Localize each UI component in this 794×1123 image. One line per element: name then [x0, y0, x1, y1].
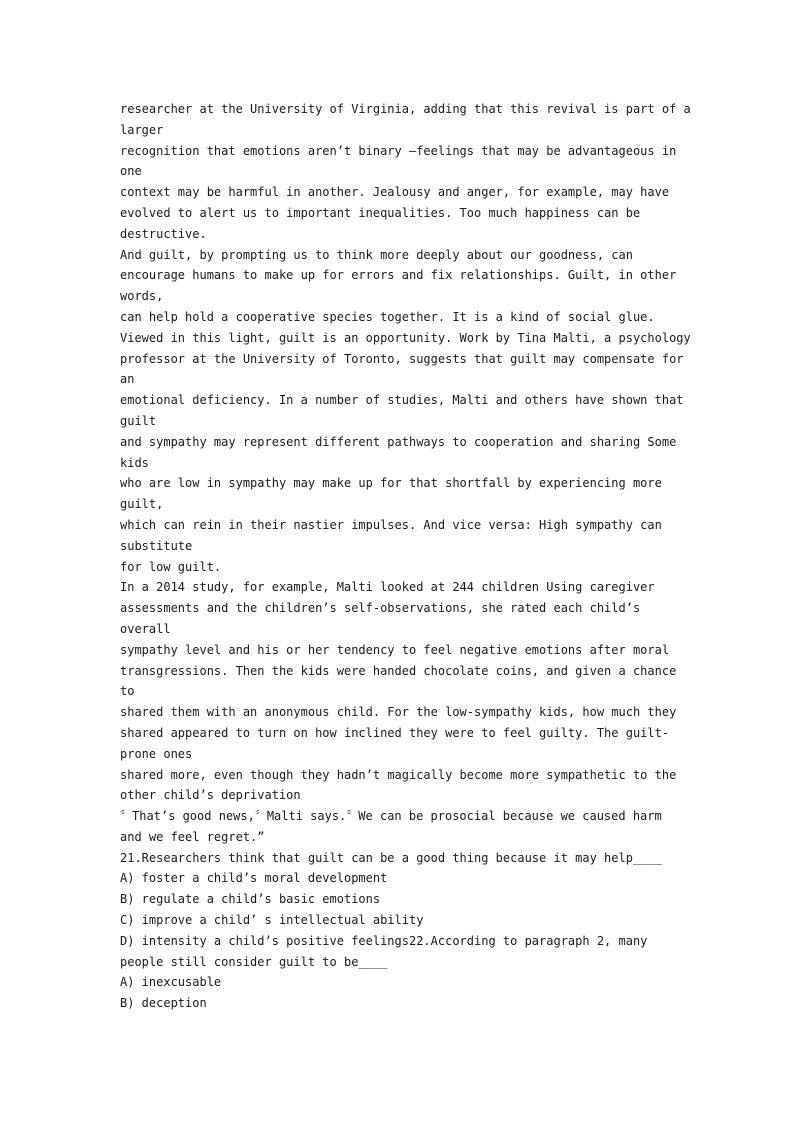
text-line: to: [120, 684, 135, 699]
text-line: one: [120, 164, 142, 179]
text-line: D) intensity a child’s positive feelings22.According to paragraph 2, many: [120, 933, 648, 948]
text-line: B) regulate a child’s basic emotions: [120, 892, 381, 907]
text-line: which can rein in their nastier impulses. And vice versa: High sympathy can: [120, 517, 662, 532]
text-line: shared appeared to turn on how inclined they were to feel guilty. The guilt-: [120, 725, 670, 740]
text-line: can help hold a cooperative species together. It is a kind of social glue.: [120, 309, 655, 324]
text-line: an: [120, 372, 135, 387]
text-line: for low guilt.: [120, 559, 222, 574]
text-line: evolved to alert us to important inequalities. Too much happiness can be: [120, 205, 641, 220]
text-line: people still consider guilt to be____: [120, 954, 388, 969]
text-line: recognition that emotions aren’t binary —feelings that may be advantageous in: [120, 143, 677, 158]
text-line: assessments and the children’s self-observations, she rated each child’s: [120, 601, 641, 616]
text-line: kids: [120, 455, 149, 470]
text-line: Viewed in this light, guilt is an opportunity. Work by Tina Malti, a psychology: [120, 330, 691, 345]
text-line: professor at the University of Toronto, suggests that guilt may compensate for: [120, 351, 684, 366]
text-line: who are low in sympathy may make up for that shortfall by experiencing more: [120, 476, 662, 491]
text-line: transgressions. Then the kids were handed chocolate coins, and given a chance: [120, 663, 677, 678]
text-line: sympathy level and his or her tendency to feel negative emotions after moral: [120, 642, 670, 657]
text-line: A) inexcusable: [120, 975, 222, 990]
text-line: encourage humans to make up for errors and fix relationships. Guilt, in other: [120, 268, 677, 283]
text-line: shared them with an anonymous child. For the low-sympathy kids, how much they: [120, 705, 677, 720]
text-line: other child’s deprivation: [120, 788, 301, 803]
text-line: In a 2014 study, for example, Malti looked at 244 children Using caregiver: [120, 580, 655, 595]
text-line: researcher at the University of Virginia, adding that this revival is part of a: [120, 102, 691, 116]
text-line: A) foster a child’s moral development: [120, 871, 388, 886]
text-line: guilt: [120, 413, 157, 428]
text-line: 〞That’s good news,〞Malti says.〞We can be prosocial because we caused harm: [120, 809, 662, 824]
text-line: and sympathy may represent different pathways to cooperation and sharing Some: [120, 434, 677, 449]
text-line: words,: [120, 289, 164, 304]
text-line: B) deception: [120, 996, 207, 1011]
text-line: 21.Researchers think that guilt can be a good thing because it may help____: [120, 850, 662, 865]
text-line: prone ones: [120, 746, 193, 761]
text-line: and we feel regret.”: [120, 829, 265, 844]
text-line: C) improve a child’ s intellectual ability: [120, 913, 424, 928]
text-line: And guilt, by prompting us to think more deeply about our goodness, can: [120, 247, 633, 262]
body-text: [120, 99, 691, 1014]
text-line: guilt,: [120, 497, 164, 512]
text-line: shared more, even though they hadn’t magically become more sympathetic to the: [120, 767, 677, 782]
text-line: overall: [120, 621, 171, 636]
text-line: emotional deficiency. In a number of studies, Malti and others have shown that: [120, 393, 684, 408]
text-line: context may be harmful in another. Jealousy and anger, for example, may have: [120, 185, 670, 200]
text-line: larger: [120, 122, 164, 137]
text-line: substitute: [120, 538, 193, 553]
text-line: destructive.: [120, 226, 207, 241]
